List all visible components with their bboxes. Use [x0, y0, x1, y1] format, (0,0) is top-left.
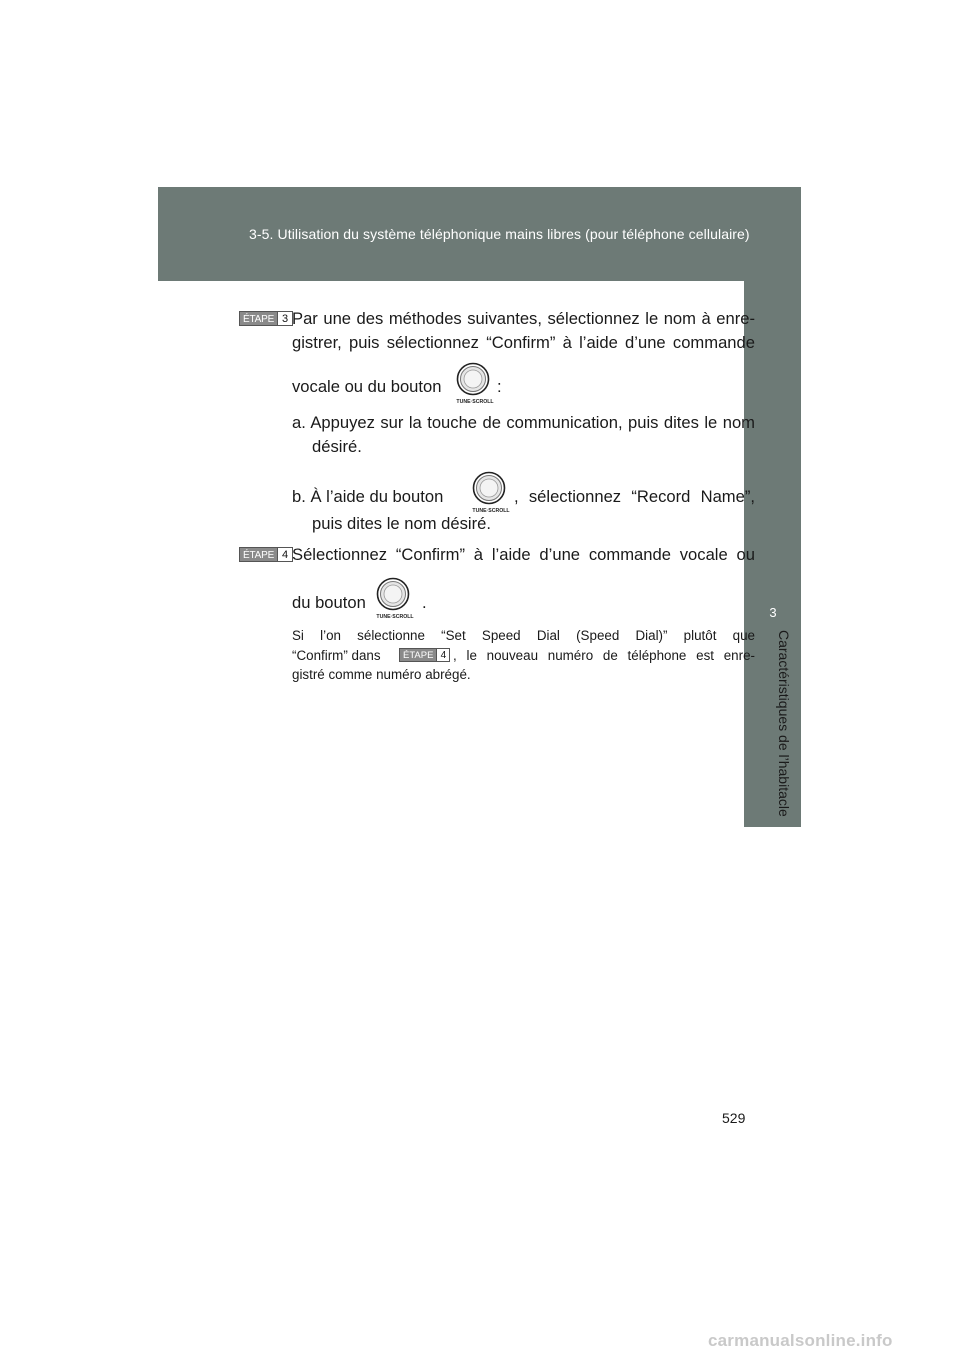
note-line-1: Si l’on sélectionne “Set Speed Dial (Speed Dial)” plutôt que	[292, 628, 755, 643]
chapter-label-text: Caractéristiques de l’habitacle	[776, 630, 792, 817]
note-line-2-before: “Confirm” dans	[292, 648, 381, 663]
step-badge-word: ÉTAPE	[243, 314, 275, 325]
step-badge-word: ÉTAPE	[243, 550, 275, 561]
step-3-line-3-text: vocale ou du bouton	[292, 377, 442, 396]
page-number: 529	[722, 1110, 746, 1126]
section-header	[158, 187, 801, 281]
note-line-2-after: , le nouveau numéro de téléphone est enre-	[453, 648, 755, 663]
step-3-badge	[239, 311, 293, 326]
step-3-line-1: Par une des méthodes suivantes, sélectionnez le nom à enre-	[292, 309, 755, 328]
watermark: carmanualsonline.info	[708, 1331, 893, 1350]
tune-scroll-knob-icon	[469, 471, 513, 515]
option-a-line-1: a. Appuyez sur la touche de communication, puis dites le nom	[292, 413, 755, 432]
knob-label: TUNE·SCROLL	[456, 399, 494, 405]
step-3-line-3	[292, 377, 441, 397]
chapter-label	[778, 630, 792, 830]
step-3-line-3-colon: :	[497, 377, 502, 396]
step-badge-number: 4	[436, 649, 449, 661]
knob-label: TUNE·SCROLL	[472, 508, 510, 514]
chapter-number: 3	[769, 605, 777, 620]
step-badge-number: 3	[277, 312, 292, 325]
tune-scroll-knob-icon	[373, 577, 417, 621]
step-badge-number: 4	[277, 548, 292, 561]
option-b-line-1-before: b. À l’aide du bouton	[292, 487, 444, 506]
step-4-line-2: du bouton	[292, 593, 366, 612]
section-title: 3-5. Utilisation du système téléphonique mains libres (pour téléphone cellulaire)	[249, 226, 750, 242]
step-4-line-2-period: .	[422, 593, 427, 612]
note-step-badge	[399, 648, 450, 662]
step-3-line-2: gistrer, puis sélectionnez “Confirm” à l’aide d’une commande	[292, 333, 755, 352]
step-badge-word: ÉTAPE	[403, 650, 434, 661]
tune-scroll-knob-icon	[453, 362, 497, 406]
note-line-3: gistré comme numéro abrégé.	[292, 667, 471, 682]
step-4-line-1: Sélectionnez “Confirm” à l’aide d’une commande vocale ou	[292, 545, 755, 564]
option-b-line-1-after: , sélectionnez “Record Name”,	[514, 487, 755, 506]
option-a-line-2: désiré.	[312, 437, 362, 456]
option-b-line-2: puis dites le nom désiré.	[312, 514, 491, 533]
knob-label: TUNE·SCROLL	[376, 614, 414, 620]
step-4-badge	[239, 547, 293, 562]
